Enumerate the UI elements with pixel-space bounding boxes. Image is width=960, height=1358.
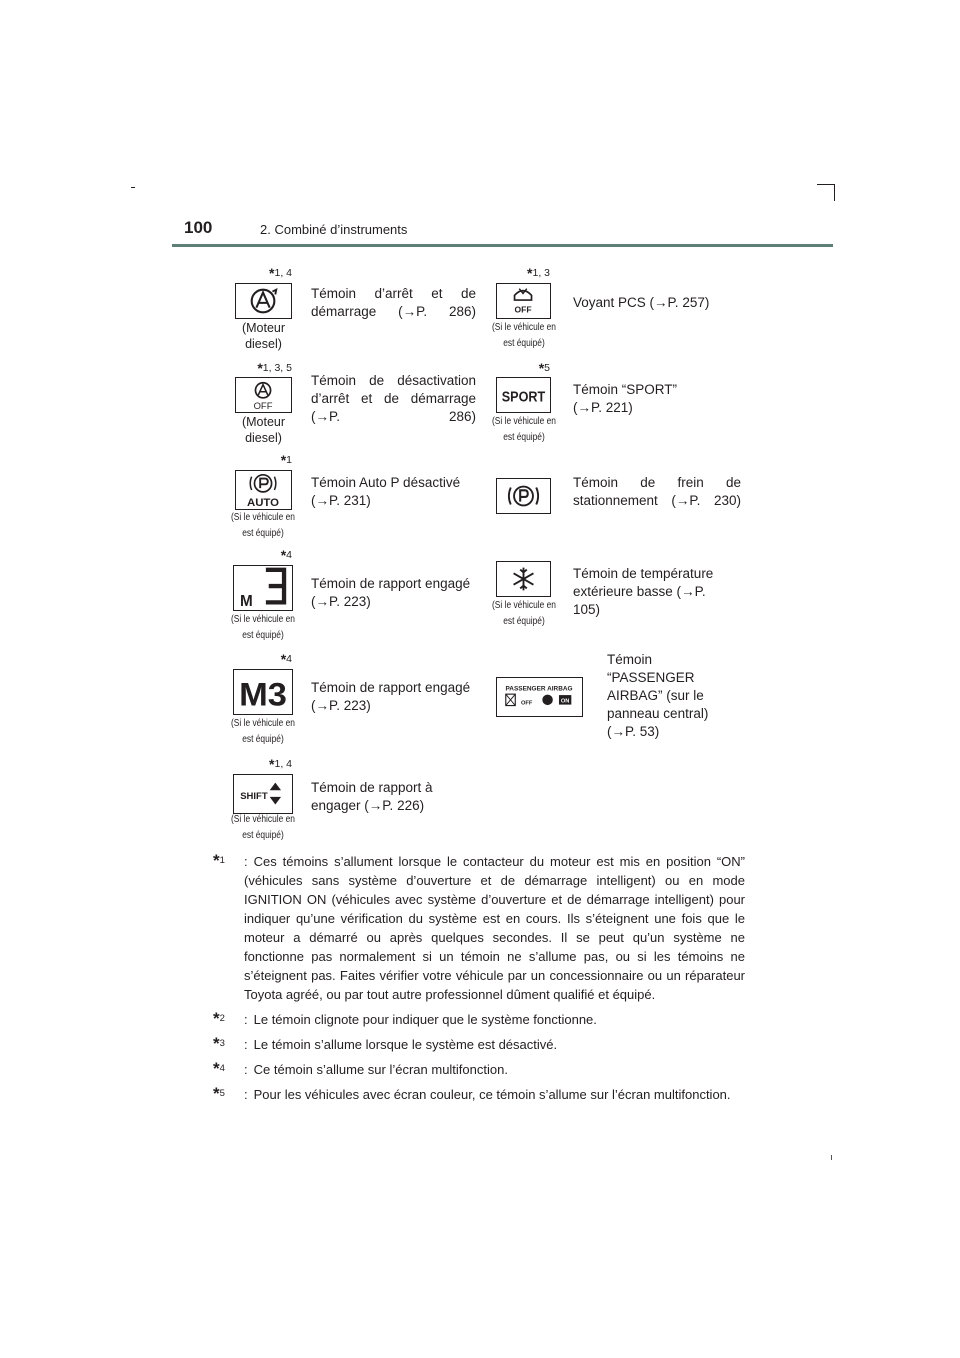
footnote: *$^2$ : Le témoin clignote pour indiquer que le système fonctionne. [213, 1009, 597, 1028]
footnote: *$^4$ : Ce témoin s’allume sur l’écran multifonction. [213, 1059, 508, 1078]
footnote-ref: *1, 4 [269, 265, 292, 281]
footnote: *$^1$ : Ces témoins s’allument lorsque le contacteur du moteur est mis en position “ON” (véhicules sans système d’ouverture et de démarrage intelligent) ou en mode IGNITION ON (véhicules avec système d’ouverture et de démarrage intelligent) pour indiquer qu’une vérification du système est en cours. Ils s’éteignent une fois que le moteur a démarré ou après quelques secondes. Il se peut qu’un système ne fonctionne pas normalement si un témoin ne s’allume pas, ou si les témoins ne s’éteignent pas. Faites vérifier votre véhicule par un concessionnaire ou un réparateur Toyota agréé, ou par tout autre professionnel dûment qualifié et équipé. [213, 851, 745, 1002]
svg-text:ON: ON [560, 698, 570, 705]
indicator-description: Témoin “PASSENGER AIRBAG” (sur le panneau central) (→P. 53) [607, 652, 709, 739]
svg-text:AUTO: AUTO [246, 497, 280, 509]
svg-text:OFF: OFF [520, 700, 533, 707]
indicator-description: Témoin de rapport engagé (→P. 223) [311, 576, 471, 609]
auto-stop-start-off-icon [235, 377, 292, 413]
footnotes [213, 852, 745, 1110]
crop-mark [817, 184, 835, 185]
icon-caption: (Si le véhicule en est équipé) [231, 718, 295, 745]
low-outside-temperature-icon [496, 561, 551, 597]
auto-p-off-icon [235, 470, 292, 510]
svg-text:SHIFT: SHIFT [240, 790, 268, 802]
gear-position-m3-icon [233, 565, 293, 611]
footnote-ref: *1 [280, 452, 292, 468]
parking-brake-icon [496, 478, 551, 514]
icon-caption: (Si le véhicule en est équipé) [492, 600, 556, 627]
passenger-airbag-icon [496, 677, 583, 717]
page-number: 100 [184, 218, 213, 237]
svg-text:M3: M3 [239, 676, 287, 713]
icon-caption: (Si le véhicule en est équipé) [231, 614, 295, 641]
gear-position-m3-display-icon [233, 669, 293, 715]
indicator-description: Témoin de rapport engagé (→P. 223) [311, 680, 471, 713]
indicator-description: Témoin d’arrêt et de démarrage (→P. 286) [311, 286, 476, 319]
svg-text:PASSENGER AIRBAG: PASSENGER AIRBAG [505, 685, 573, 693]
icon-caption: (Si le véhicule en est équipé) [492, 322, 556, 349]
indicator-description: Témoin “SPORT” (→P. 221) [573, 382, 678, 415]
footnote-ref: *4 [280, 651, 292, 667]
pcs-off-icon [496, 283, 551, 319]
crop-mark [831, 1155, 832, 1160]
auto-stop-start-icon [235, 283, 292, 319]
footnote-ref: *5 [538, 360, 550, 376]
footnote: *$^3$ : Le témoin s’allume lorsque le système est désactivé. [213, 1034, 558, 1053]
icon-caption: (Moteur diesel) [241, 321, 286, 351]
indicator-description: Témoin de température extérieure basse (→P. 105) [573, 566, 714, 617]
footnote-ref: *4 [280, 547, 292, 563]
icon-caption: (Si le véhicule en est équipé) [492, 416, 556, 443]
indicator-description: Témoin Auto P désactivé (→P. 231) [311, 475, 461, 508]
sport-mode-icon [496, 377, 551, 413]
indicator-description: Voyant PCS (→P. 257) [573, 295, 710, 310]
crop-mark [834, 184, 835, 201]
footnote-ref: *1, 3 [527, 265, 550, 281]
indicator-description: Témoin de désactivation d’arrêt et de démarrage (→P. 286) [311, 373, 476, 424]
footnote-ref: *1, 3, 5 [257, 360, 292, 376]
svg-text:SPORT: SPORT [501, 388, 546, 406]
footnote-ref: *1, 4 [269, 756, 292, 772]
svg-text:OFF: OFF [514, 304, 532, 315]
indicator-description: Témoin de frein de stationnement (→P. 230) [573, 475, 741, 508]
footnote: *$^5$ : Pour les véhicules avec écran couleur, ce témoin s’allume sur l’écran multifonction. [213, 1084, 731, 1103]
section-title: 2. Combiné d’instruments [260, 222, 408, 237]
indicator-description: Témoin de rapport à engager (→P. 226) [311, 780, 433, 813]
header-rule [172, 244, 833, 247]
crop-mark [131, 187, 135, 188]
svg-text:M: M [240, 593, 253, 610]
icon-caption: (Si le véhicule en est équipé) [231, 814, 295, 841]
icon-caption: (Si le véhicule en est équipé) [231, 512, 295, 539]
svg-text:OFF: OFF [253, 401, 273, 412]
icon-caption: (Moteur diesel) [241, 415, 286, 445]
shift-indicator-icon [233, 774, 293, 814]
